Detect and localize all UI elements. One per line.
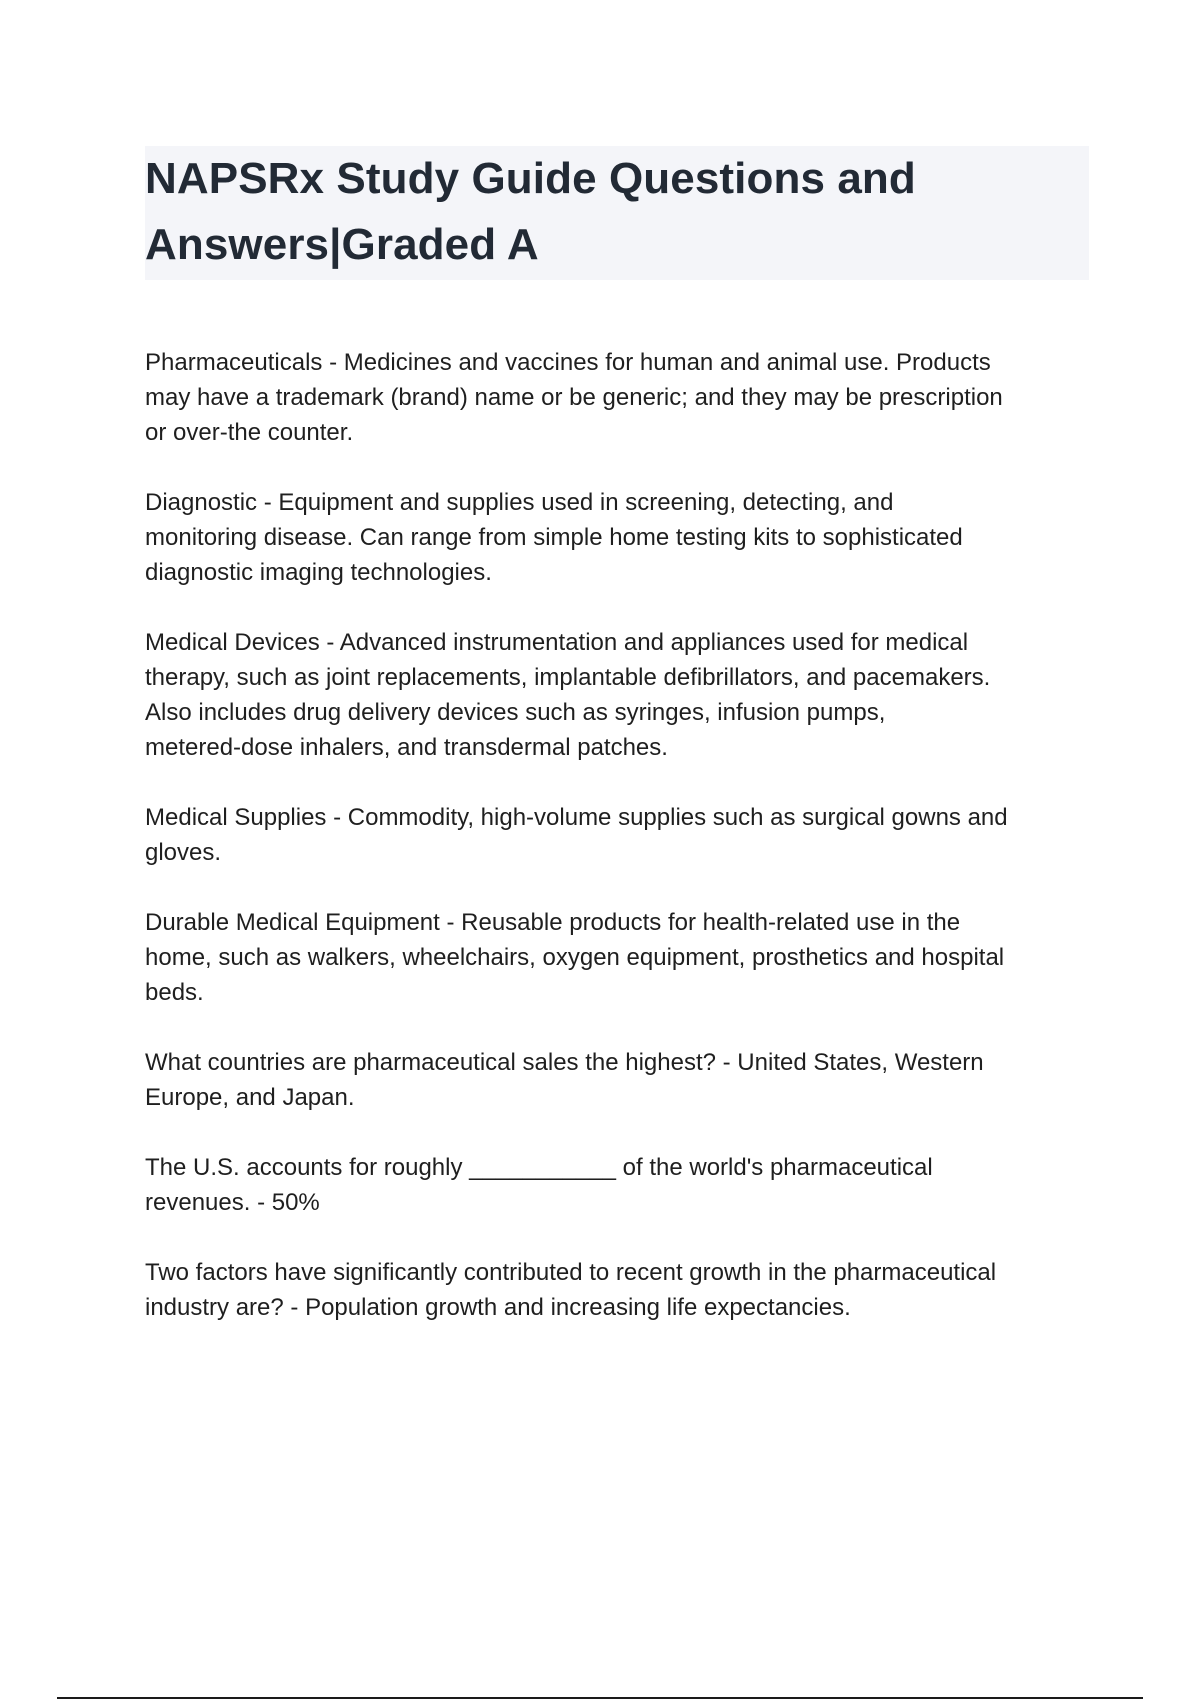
document-body (145, 345, 1095, 1360)
document-title (145, 146, 1089, 278)
text-line: home, such as walkers, wheelchairs, oxygen equipment, prosthetics and hospital (145, 944, 1005, 971)
paragraph-diagnostic (145, 485, 1095, 590)
text-line: industry are? - Population growth and increasing life expectancies. (145, 1294, 851, 1321)
paragraph-medical-devices (145, 625, 1095, 765)
text-line: Diagnostic - Equipment and supplies used in screening, detecting, and (145, 489, 894, 516)
paragraph-growth-factors (145, 1255, 1095, 1325)
title-line: NAPSRx Study Guide Questions and (145, 154, 916, 203)
text-line: Medical Devices - Advanced instrumentation and appliances used for medical (145, 629, 969, 656)
text-line: Europe, and Japan. (145, 1084, 355, 1111)
title-block (145, 146, 1089, 280)
text-line: Medical Supplies - Commodity, high-volume supplies such as surgical gowns and (145, 804, 1008, 831)
text-line: therapy, such as joint replacements, implantable defibrillators, and pacemakers. (145, 664, 991, 691)
text-line: What countries are pharmaceutical sales the highest? - United States, Western (145, 1049, 984, 1076)
text-line: Pharmaceuticals - Medicines and vaccines for human and animal use. Products (145, 349, 991, 376)
paragraph-pharmaceutical-sales-countries (145, 1045, 1095, 1115)
paragraph-us-revenue-share (145, 1150, 1095, 1220)
text-line: may have a trademark (brand) name or be generic; and they may be prescription (145, 384, 1003, 411)
text-line: revenues. - 50% (145, 1189, 320, 1216)
paragraph-durable-medical-equipment (145, 905, 1095, 1010)
text-line: diagnostic imaging technologies. (145, 559, 492, 586)
text-line: beds. (145, 979, 204, 1006)
text-line: Also includes drug delivery devices such as syringes, infusion pumps, (145, 699, 886, 726)
text-line: The U.S. accounts for roughly ___________ of the world's pharmaceutical (145, 1154, 933, 1181)
paragraph-pharmaceuticals (145, 345, 1095, 450)
footer-divider (57, 1697, 1143, 1699)
text-line: Durable Medical Equipment - Reusable products for health-related use in the (145, 909, 961, 936)
text-line: gloves. (145, 839, 222, 866)
text-line: Two factors have significantly contributed to recent growth in the pharmaceutical (145, 1259, 997, 1286)
text-line: metered-dose inhalers, and transdermal patches. (145, 734, 668, 761)
paragraph-medical-supplies (145, 800, 1095, 870)
title-line: Answers|Graded A (145, 220, 539, 269)
text-line: monitoring disease. Can range from simple home testing kits to sophisticated (145, 524, 963, 551)
text-line: or over-the counter. (145, 419, 354, 446)
